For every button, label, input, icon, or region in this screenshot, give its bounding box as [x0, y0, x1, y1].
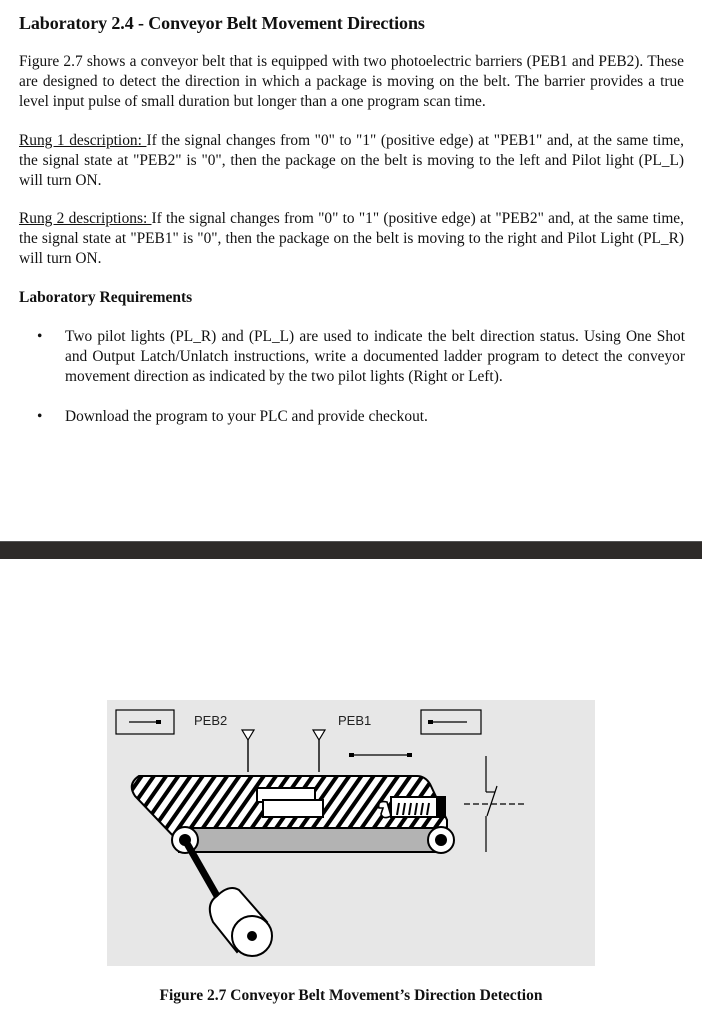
- peb1-label: PEB1: [338, 713, 372, 728]
- rung1-paragraph: [19, 131, 684, 191]
- requirement-text: Two pilot lights (PL_R) and (PL_L) are used to indicate the belt direction status. Using One Shot and Output Latch/Unlatch instructions, write a documented ladder program to detect the conveyor movement direction as indicated by the two pilot lights (Right or Left).: [65, 328, 685, 385]
- rung2-paragraph: [19, 209, 684, 269]
- conveyor-diagram: [107, 700, 595, 966]
- package-icon: [257, 788, 323, 817]
- rung2-text: If the signal changes from "0" to "1" (positive edge) at "PEB2" and, at the same time, the signal state at "PEB1" is "0", then the package on the belt is moving to the right and Pilot Light (PL_R) will turn ON.: [19, 210, 684, 267]
- right-arrow-icon: [116, 710, 174, 734]
- double-arrow-icon: [349, 753, 412, 757]
- requirements-heading: Laboratory Requirements: [19, 289, 193, 306]
- page-divider: [0, 541, 702, 559]
- motor-icon: [185, 840, 272, 956]
- requirement-text: Download the program to your PLC and provide checkout.: [65, 408, 428, 425]
- requirement-item: [0, 327, 685, 387]
- conveyor-figure: [107, 700, 595, 966]
- peb1-sensor-icon: [313, 730, 325, 772]
- bullet-icon: •: [37, 408, 43, 425]
- page-title: Laboratory 2.4 - Conveyor Belt Movement Directions: [19, 13, 425, 33]
- peb2-label: PEB2: [194, 713, 228, 728]
- requirements-list: [0, 327, 702, 427]
- figure-caption: Figure 2.7 Conveyor Belt Movement’s Direction Detection: [159, 987, 543, 1004]
- bullet-icon: •: [37, 328, 43, 345]
- nc-contact-icon: [464, 756, 526, 852]
- rung1-label: Rung 1 description:: [19, 132, 147, 149]
- rung1-text: If the signal changes from "0" to "1" (positive edge) at "PEB1" and, at the same time, the signal state at "PEB2" is "0", then the package on the belt is moving to the left and Pilot light (PL_L) will turn ON.: [19, 132, 684, 189]
- intro-paragraph: Figure 2.7 shows a conveyor belt that is equipped with two photoelectric barriers (PEB1 and PEB2). These are designed to detect the direction in which a package is moving on the belt. The barrier provides a true level input pulse of small duration but longer than a one program scan time.: [19, 53, 684, 110]
- peb2-sensor-icon: [242, 730, 254, 772]
- rung2-label: Rung 2 descriptions:: [19, 210, 152, 227]
- left-arrow-icon: [421, 710, 481, 734]
- requirement-item: [0, 407, 685, 427]
